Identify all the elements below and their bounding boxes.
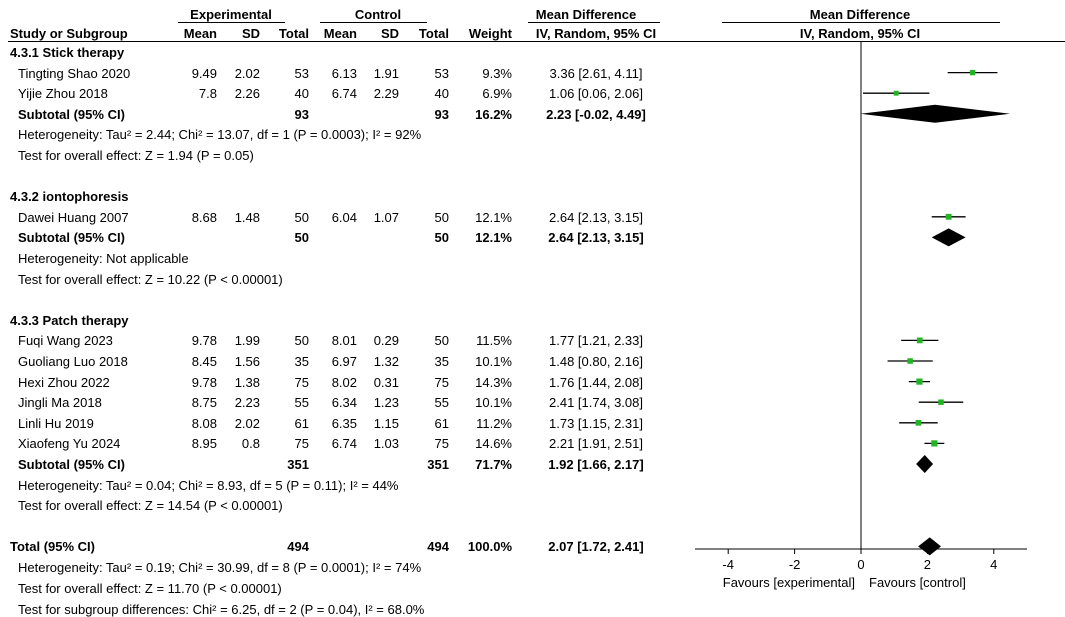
- header-weight: Weight: [468, 26, 512, 41]
- ctl-sd: 1.03: [373, 436, 399, 452]
- overall-effect-text: Test for overall effect: Z = 14.54 (P < 0.00001): [18, 498, 283, 514]
- exp-total: 61: [294, 415, 309, 431]
- header-ctl-mean: Mean: [323, 26, 357, 41]
- study-weight: 11.5%: [476, 333, 512, 349]
- pooled-effect-diamond: [860, 105, 1010, 123]
- ctl-mean: 6.74: [331, 86, 357, 102]
- ctl-mean: 6.97: [331, 354, 357, 369]
- subgroup-title: 4.3.1 Stick therapy: [10, 45, 125, 60]
- x-tick-label: 0: [857, 557, 865, 572]
- exp-mean: 8.08: [191, 415, 217, 431]
- subtotal-label: Subtotal (95% CI): [18, 230, 125, 246]
- exp-mean: 9.78: [191, 374, 217, 390]
- subtotal-ctl-total: 93: [434, 106, 449, 122]
- study-weight: 9.3%: [482, 65, 512, 81]
- header-mean-difference: Mean Difference: [535, 7, 637, 22]
- study-ci: 1.76 [1.44, 2.08]: [549, 374, 643, 390]
- x-tick-label: -4: [722, 557, 734, 572]
- ctl-total: 35: [434, 354, 449, 369]
- x-tick-label: 2: [923, 557, 932, 572]
- exp-mean: 8.68: [191, 209, 217, 225]
- exp-sd: 2.23: [234, 395, 260, 411]
- study-effect-marker: [916, 420, 922, 426]
- header-exp-total: Total: [278, 26, 309, 41]
- heterogeneity-text: Heterogeneity: Tau² = 2.44; Chi² = 13.07, df = 1 (P = 0.0003); I² = 92%: [18, 127, 422, 143]
- exp-sd: 1.38: [234, 374, 260, 390]
- header-ctl-sd: SD: [380, 26, 399, 41]
- exp-total: 50: [294, 333, 309, 349]
- header-method: IV, Random, 95% CI: [535, 26, 657, 41]
- exp-mean: 8.45: [191, 354, 217, 369]
- study-ci: 2.64 [2.13, 3.15]: [549, 209, 643, 225]
- study-name: Xiaofeng Yu 2024: [18, 436, 121, 452]
- overall-effect-text: Test for overall effect: Z = 10.22 (P < 0.00001): [18, 271, 283, 287]
- study-ci: 2.21 [1.91, 2.51]: [549, 436, 643, 452]
- study-ci: 1.73 [1.15, 2.31]: [549, 415, 643, 431]
- ctl-total: 75: [434, 436, 449, 452]
- study-name: Jingli Ma 2018: [18, 395, 102, 411]
- study-name: Dawei Huang 2007: [18, 209, 129, 225]
- exp-total: 75: [294, 374, 309, 390]
- ctl-total: 50: [434, 209, 449, 225]
- ctl-total: 53: [434, 65, 449, 81]
- ctl-sd: 0.31: [373, 374, 399, 390]
- ctl-sd: 1.07: [373, 209, 399, 225]
- subgroup-differences-text: Test for subgroup differences: Chi² = 6.25, df = 2 (P = 0.04), I² = 68.0%: [18, 602, 425, 617]
- ctl-sd: 2.29: [373, 86, 399, 102]
- study-effect-marker: [946, 214, 952, 220]
- study-effect-marker: [916, 379, 922, 385]
- exp-sd: 1.56: [234, 354, 260, 369]
- subtotal-weight: 16.2%: [475, 106, 512, 122]
- ctl-mean: 8.01: [331, 333, 357, 349]
- ctl-mean: 6.35: [331, 415, 357, 431]
- x-tick-label: 4: [990, 557, 998, 572]
- exp-sd: 1.48: [234, 209, 260, 225]
- study-weight: 10.1%: [475, 354, 512, 369]
- exp-total: 75: [294, 436, 309, 452]
- exp-sd: 2.26: [234, 86, 260, 102]
- header-plot-mean-difference: Mean Difference: [809, 7, 911, 22]
- exp-mean: 8.75: [191, 395, 217, 411]
- ctl-total: 61: [434, 415, 449, 431]
- heterogeneity-text: Heterogeneity: Tau² = 0.04; Chi² = 8.93, df = 5 (P = 0.11); I² = 44%: [18, 477, 399, 493]
- subtotal-ci: 2.64 [2.13, 3.15]: [548, 230, 644, 246]
- ctl-sd: 1.15: [373, 415, 399, 431]
- header-plot-method: IV, Random, 95% CI: [799, 26, 921, 41]
- study-name: Fuqi Wang 2023: [18, 333, 113, 349]
- subtotal-ctl-total: 50: [434, 230, 449, 246]
- study-effect-marker: [917, 338, 923, 344]
- study-name: Linli Hu 2019: [18, 415, 94, 431]
- subtotal-ci: 1.92 [1.66, 2.17]: [548, 457, 644, 472]
- study-weight: 14.3%: [475, 374, 512, 390]
- ctl-total: 50: [434, 333, 449, 349]
- pooled-effect-diamond: [932, 228, 966, 246]
- exp-total: 40: [294, 86, 309, 102]
- heterogeneity-text: Heterogeneity: Not applicable: [18, 251, 189, 266]
- study-effect-marker: [931, 440, 937, 446]
- ctl-total: 55: [434, 395, 449, 411]
- study-weight: 6.9%: [482, 86, 512, 102]
- study-effect-marker: [894, 91, 899, 96]
- subtotal-weight: 71.7%: [475, 457, 512, 472]
- ctl-mean: 6.74: [331, 436, 357, 452]
- study-name: Hexi Zhou 2022: [18, 374, 110, 390]
- header-exp-mean: Mean: [183, 26, 217, 41]
- ctl-sd: 1.91: [373, 65, 399, 81]
- total-exp-total: 494: [287, 539, 309, 555]
- subtotal-ci: 2.23 [-0.02, 4.49]: [546, 106, 646, 122]
- subtotal-weight: 12.1%: [475, 230, 512, 246]
- total-ctl-total: 494: [427, 539, 449, 555]
- exp-sd: 0.8: [241, 436, 260, 452]
- study-effect-marker: [938, 399, 943, 404]
- subtotal-label: Subtotal (95% CI): [18, 457, 125, 472]
- subtotal-label: Subtotal (95% CI): [18, 106, 125, 122]
- exp-total: 55: [294, 395, 309, 411]
- study-weight: 14.6%: [475, 436, 512, 452]
- subtotal-exp-total: 93: [294, 106, 309, 122]
- ctl-sd: 0.29: [373, 333, 399, 349]
- x-tick-label: -2: [788, 557, 801, 572]
- total-weight: 100.0%: [467, 539, 512, 555]
- exp-total: 50: [294, 209, 309, 225]
- header-experimental: Experimental: [190, 7, 272, 22]
- exp-mean: 8.95: [191, 436, 217, 452]
- exp-sd: 1.99: [234, 333, 260, 349]
- ctl-mean: 6.13: [331, 65, 357, 81]
- subtotal-exp-total: 50: [294, 230, 309, 246]
- header-exp-sd: SD: [241, 26, 260, 41]
- study-effect-marker: [907, 358, 912, 363]
- subgroup-title: 4.3.2 iontophoresis: [10, 189, 129, 205]
- header-underline-experimental: [178, 22, 285, 23]
- subgroup-title: 4.3.3 Patch therapy: [10, 312, 129, 328]
- exp-sd: 2.02: [234, 65, 260, 81]
- pooled-effect-diamond: [916, 455, 933, 473]
- total-ci: 2.07 [1.72, 2.41]: [548, 539, 644, 555]
- ctl-mean: 6.04: [331, 209, 357, 225]
- ctl-total: 40: [434, 86, 449, 102]
- study-weight: 11.2%: [476, 415, 512, 431]
- study-weight: 10.1%: [475, 395, 512, 411]
- ctl-total: 75: [434, 374, 449, 390]
- study-ci: 2.41 [1.74, 3.08]: [549, 395, 643, 411]
- exp-sd: 2.02: [234, 415, 260, 431]
- study-effect-marker: [970, 70, 975, 75]
- exp-mean: 9.78: [191, 333, 217, 349]
- study-name: Tingting Shao 2020: [18, 65, 131, 81]
- favours-experimental-label: Favours [experimental]: [722, 575, 855, 590]
- header-underline-control: [320, 22, 427, 23]
- favours-control-label: Favours [control]: [869, 575, 966, 590]
- header-study-or-subgroup: Study or Subgroup: [10, 26, 128, 41]
- overall-effect-text: Test for overall effect: Z = 1.94 (P = 0.05): [18, 148, 254, 163]
- study-weight: 12.1%: [475, 209, 512, 225]
- total-overall-effect-text: Test for overall effect: Z = 11.70 (P < 0.00001): [18, 581, 282, 596]
- header-underline-md: [528, 22, 660, 23]
- total-heterogeneity-text: Heterogeneity: Tau² = 0.19; Chi² = 30.99, df = 8 (P = 0.0001); I² = 74%: [18, 560, 422, 575]
- ctl-sd: 1.23: [373, 395, 399, 411]
- ctl-mean: 8.02: [331, 374, 357, 390]
- header-rule: [8, 41, 1065, 42]
- study-ci: 1.06 [0.06, 2.06]: [549, 86, 643, 102]
- exp-mean: 9.49: [191, 65, 217, 81]
- subtotal-ctl-total: 351: [427, 457, 449, 472]
- total-label: Total (95% CI): [10, 539, 95, 555]
- ctl-sd: 1.32: [373, 354, 399, 369]
- study-ci: 3.36 [2.61, 4.11]: [549, 65, 643, 81]
- header-control: Control: [354, 7, 402, 22]
- exp-total: 53: [294, 65, 309, 81]
- exp-mean: 7.8: [198, 86, 217, 102]
- subtotal-exp-total: 351: [287, 457, 309, 472]
- study-name: Guoliang Luo 2018: [18, 354, 128, 369]
- pooled-effect-diamond: [918, 537, 941, 555]
- header-underline-plot: [722, 22, 1000, 23]
- study-ci: 1.48 [0.80, 2.16]: [549, 354, 643, 369]
- exp-total: 35: [294, 354, 309, 369]
- ctl-mean: 6.34: [331, 395, 357, 411]
- study-name: Yijie Zhou 2018: [18, 86, 108, 102]
- header-ctl-total: Total: [418, 26, 449, 41]
- study-ci: 1.77 [1.21, 2.33]: [549, 333, 643, 349]
